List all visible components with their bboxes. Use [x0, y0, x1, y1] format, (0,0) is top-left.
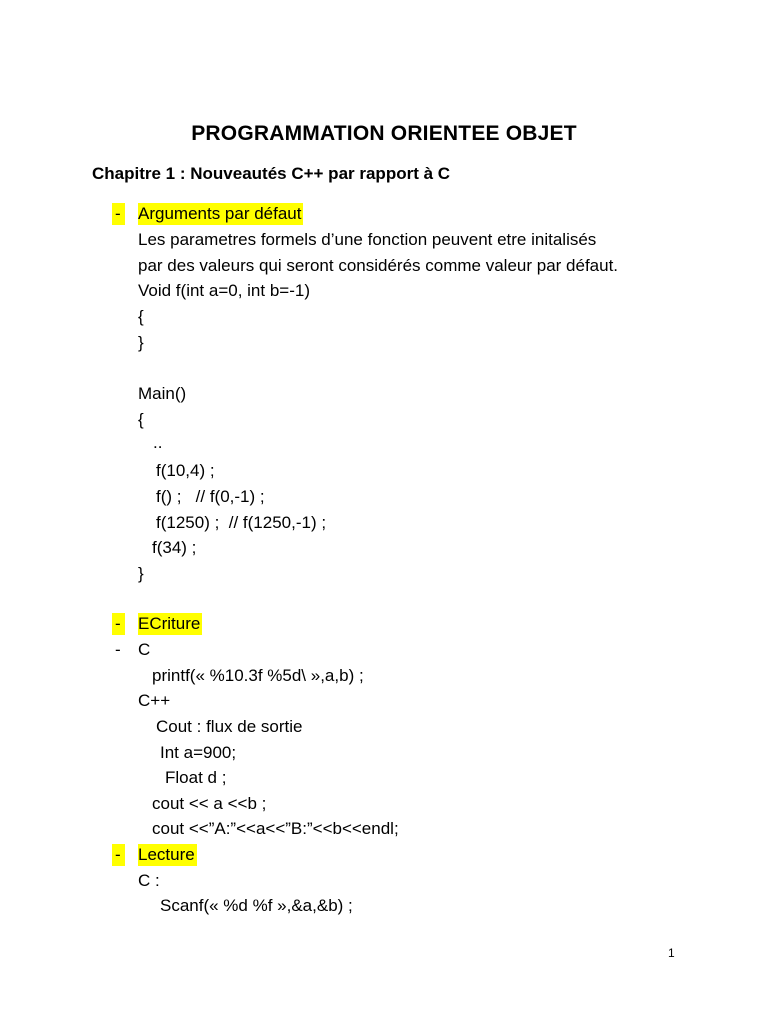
- section-heading-ecriture: ECriture: [138, 614, 201, 633]
- code-line: f() ; // f(0,-1) ;: [156, 487, 265, 506]
- chapter-heading: Chapitre 1 : Nouveautés C++ par rapport à C: [92, 164, 451, 183]
- text-line: par des valeurs qui seront considérés comme valeur par défaut.: [138, 256, 619, 275]
- code-line: cout <<”A:”<<a<<”B:”<<b<<endl;: [152, 819, 399, 838]
- code-line: ..: [153, 433, 163, 452]
- section-heading-arguments: Arguments par défaut: [138, 204, 302, 223]
- code-line: Scanf(« %d %f »,&a,&b) ;: [160, 896, 353, 915]
- code-line: printf(« %10.3f %5d\ »,a,b) ;: [152, 666, 364, 685]
- text-line: C :: [138, 871, 160, 890]
- code-line: Void f(int a=0, int b=-1): [138, 281, 310, 300]
- code-line: }: [138, 333, 144, 352]
- code-line: }: [138, 564, 144, 583]
- text-line: Les parametres formels d’une fonction peuvent etre initalisés: [138, 230, 597, 249]
- list-dash: -: [115, 640, 121, 659]
- page-title: PROGRAMMATION ORIENTEE OBJET: [191, 122, 577, 145]
- code-line: {: [138, 410, 144, 429]
- section-dash-ecriture: -: [112, 613, 125, 635]
- section-dash-lecture: -: [112, 844, 125, 866]
- code-line: Int a=900;: [160, 743, 237, 762]
- code-line: f(34) ;: [152, 538, 197, 557]
- code-line: cout << a <<b ;: [152, 794, 267, 813]
- section-dash-arguments: -: [112, 203, 125, 225]
- text-line: C: [138, 640, 151, 659]
- text-line: Cout : flux de sortie: [156, 717, 303, 736]
- code-line: Float d ;: [165, 768, 227, 787]
- code-line: f(10,4) ;: [156, 461, 215, 480]
- code-line: f(1250) ; // f(1250,-1) ;: [156, 513, 327, 532]
- code-line: Main(): [138, 384, 187, 403]
- page-number: 1: [668, 946, 675, 960]
- text-line: C++: [138, 691, 171, 710]
- code-line: {: [138, 307, 144, 326]
- section-heading-lecture: Lecture: [138, 845, 195, 864]
